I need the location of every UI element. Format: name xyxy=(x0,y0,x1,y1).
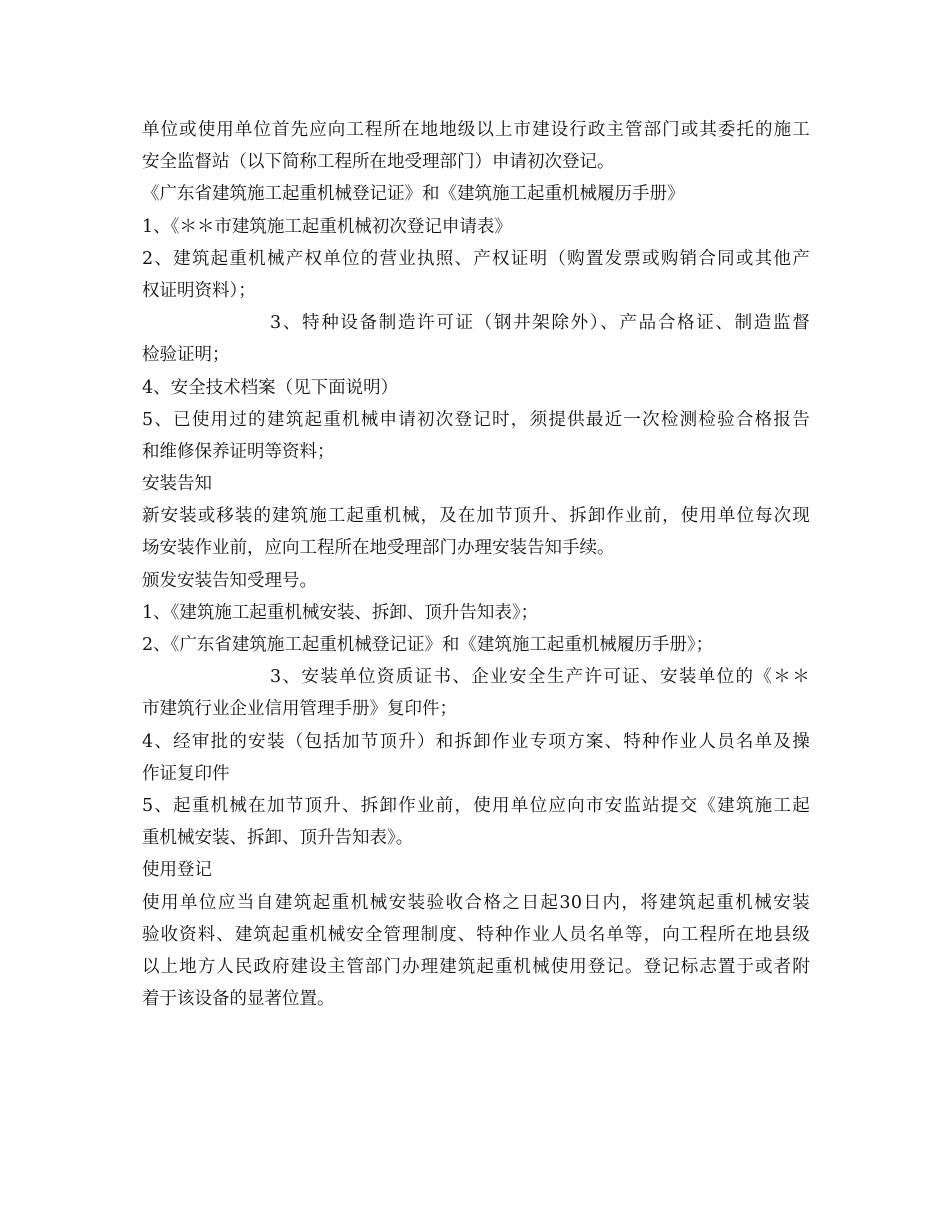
paragraph-line: 场安装作业前，应向工程所在地受理部门办理安装告知手续。 xyxy=(142,538,615,559)
list-item: 1、《＊＊市建筑施工起重机械初次登记申请表》 xyxy=(142,216,512,237)
paragraph-line: 验收资料、建筑起重机械安全管理制度、特种作业人员名单等，向工程所在地县级 xyxy=(142,924,810,945)
list-item: 3、特种设备制造许可证（钢井架除外）、产品合格证、制造监督 xyxy=(270,313,810,334)
paragraph-line: 单位或使用单位首先应向工程所在地地级以上市建设行政主管部门或其委托的施工 xyxy=(142,120,810,140)
section-heading: 使用登记 xyxy=(142,860,212,881)
list-item: 5、已使用过的建筑起重机械申请初次登记时，须提供最近一次检测检验合格报告 xyxy=(142,409,810,430)
paragraph-line: 安全监督站（以下简称工程所在地受理部门）申请初次登记。 xyxy=(142,152,615,173)
list-item: 5、起重机械在加节顶升、拆卸作业前，使用单位应向市安监站提交《建筑施工起 xyxy=(142,795,810,816)
document-body xyxy=(142,114,810,1015)
list-item: 4、安全技术档案（见下面说明） xyxy=(142,377,399,398)
paragraph-line: 作证复印件 xyxy=(142,763,230,784)
paragraph-line: 检验证明； xyxy=(142,345,230,366)
list-item: 4、经审批的安装（包括加节顶升）和拆卸作业专项方案、特种作业人员名单及操 xyxy=(142,731,810,752)
list-item: 2、《广东省建筑施工起重机械登记证》和《建筑施工起重机械履历手册》； xyxy=(142,635,714,655)
paragraph-line: 和维修保养证明等资料； xyxy=(142,441,335,462)
paragraph-line: 新安装或移装的建筑施工起重机械，及在加节顶升、拆卸作业前，使用单位每次现 xyxy=(142,506,810,527)
list-item: 2、建筑起重机械产权单位的营业执照、产权证明（购置发票或购销合同或其他产 xyxy=(142,248,810,269)
paragraph-line: 以上地方人民政府建设主管部门办理建筑起重机械使用登记。登记标志置于或者附 xyxy=(142,956,810,977)
section-heading: 安装告知 xyxy=(142,474,212,495)
paragraph-line: 重机械安装、拆卸、顶升告知表》。 xyxy=(142,828,414,849)
paragraph-line: 颁发安装告知受理号。 xyxy=(142,570,317,591)
paragraph-line: 《广东省建筑施工起重机械登记证》和《建筑施工起重机械履历手册》 xyxy=(142,184,685,205)
list-item: 3、安装单位资质证书、企业安全生产许可证、安装单位的《＊＊ xyxy=(270,667,810,688)
paragraph-line: 权证明资料）； xyxy=(142,280,256,301)
list-item: 1、《建筑施工起重机械安装、拆卸、顶升告知表》； xyxy=(142,602,539,623)
paragraph-line: 使用单位应当自建筑起重机械安装验收合格之日起30日内，将建筑起重机械安装 xyxy=(142,892,810,913)
paragraph-line: 着于该设备的显著位置。 xyxy=(142,989,335,1010)
paragraph-line: 市建筑行业企业信用管理手册》复印件； xyxy=(142,699,457,720)
